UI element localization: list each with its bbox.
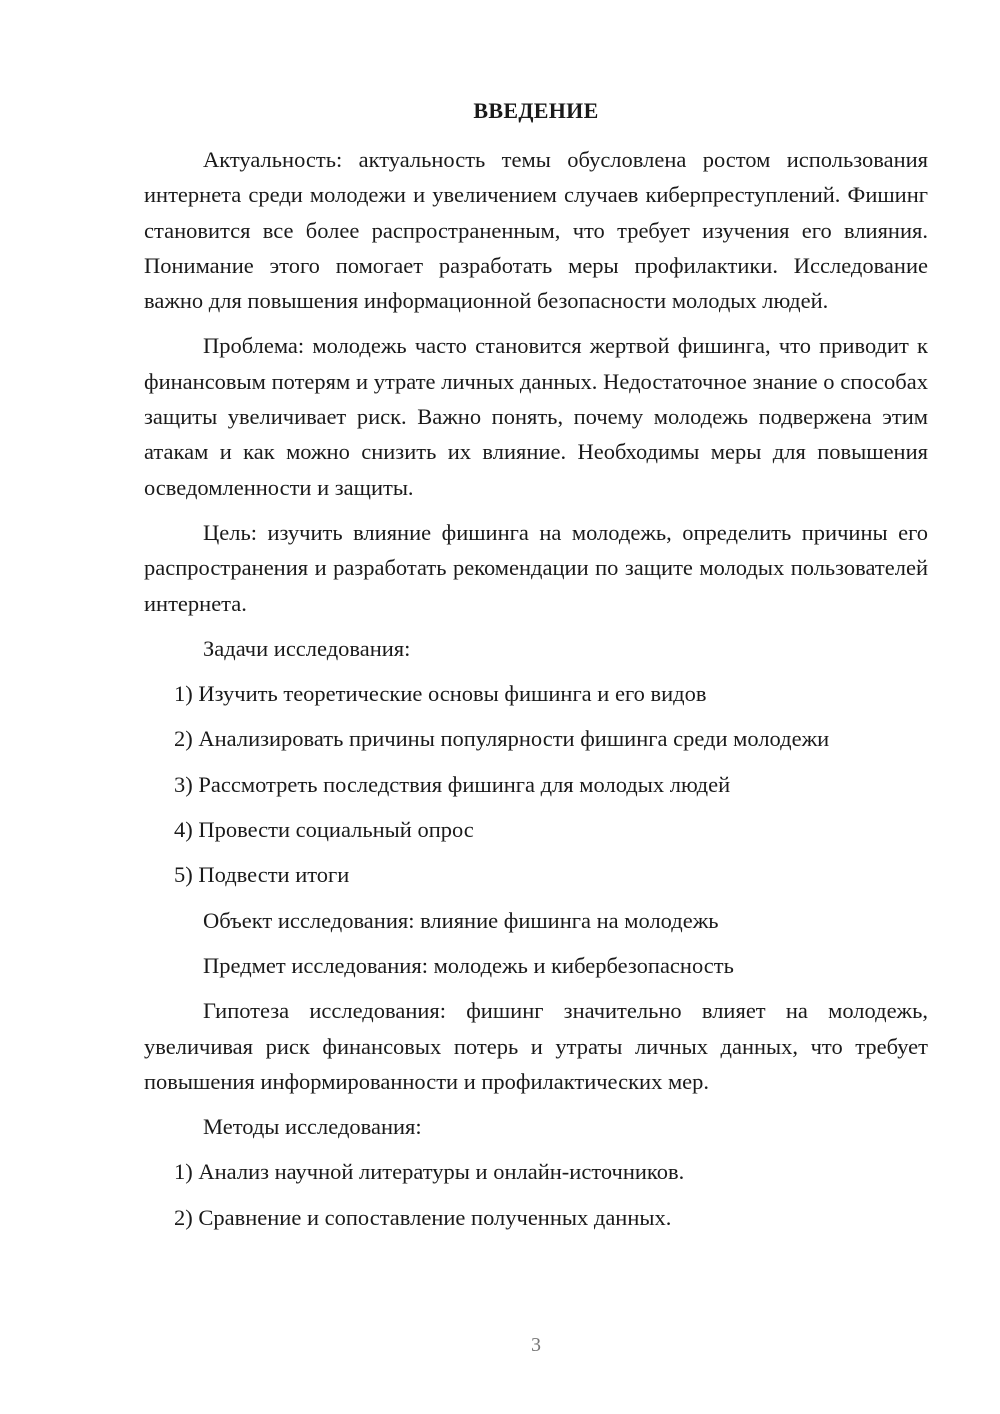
object-line: Объект исследования: влияние фишинга на молодежь (203, 907, 719, 933)
list-item: 2) Анализировать причины популярности фишинга среди молодежи (174, 726, 830, 752)
list-item: 5) Подвести итоги (174, 862, 350, 888)
subject-line: Предмет исследования: молодежь и кибербезопасность (203, 952, 734, 978)
section-body (144, 142, 928, 1245)
methods-heading: Методы исследования: (203, 1114, 422, 1140)
methods-list (144, 1154, 928, 1235)
problem-paragraph: Проблема: молодежь часто становится жертвой фишинга, что приводит к финансовым потерям и утрате личных данных. Недостаточное знание о способах защиты увеличивает риск. Важно понять, почему молодежь подвержена этим атакам и как можно снизить их влияние. Необходимы меры для повышения осведомленности и защиты. (144, 333, 928, 500)
tasks-heading: Задачи исследования: (203, 635, 411, 661)
list-item: 3) Рассмотреть последствия фишинга для молодых людей (174, 771, 731, 797)
page-number: 3 (531, 1334, 541, 1356)
list-item: 1) Анализ научной литературы и онлайн-источников. (174, 1159, 685, 1185)
list-item: 1) Изучить теоретические основы фишинга и его видов (174, 681, 707, 707)
tasks-list (144, 676, 928, 892)
relevance-paragraph: Актуальность: актуальность темы обусловлена ростом использования интернета среди молодежи и увеличением случаев киберпреступлений. Фишинг становится все более распространенным, что требует изучения его влияния. Понимание этого помогает разработать меры профилактики. Исследование важно для повышения информационной безопасности молодых людей. (144, 147, 928, 314)
goal-paragraph: Цель: изучить влияние фишинга на молодежь, определить причины его распространения и разработать рекомендации по защите молодых пользователей интернета. (144, 519, 928, 616)
section-title: ВВЕДЕНИЕ (473, 98, 599, 123)
list-item: 2) Сравнение и сопоставление полученных данных. (174, 1204, 672, 1230)
hypothesis-paragraph: Гипотеза исследования: фишинг значительно влияет на молодежь, увеличивая риск финансовых потерь и утраты личных данных, что требует повышения информированности и профилактических мер. (144, 998, 928, 1094)
list-item: 4) Провести социальный опрос (174, 817, 474, 843)
